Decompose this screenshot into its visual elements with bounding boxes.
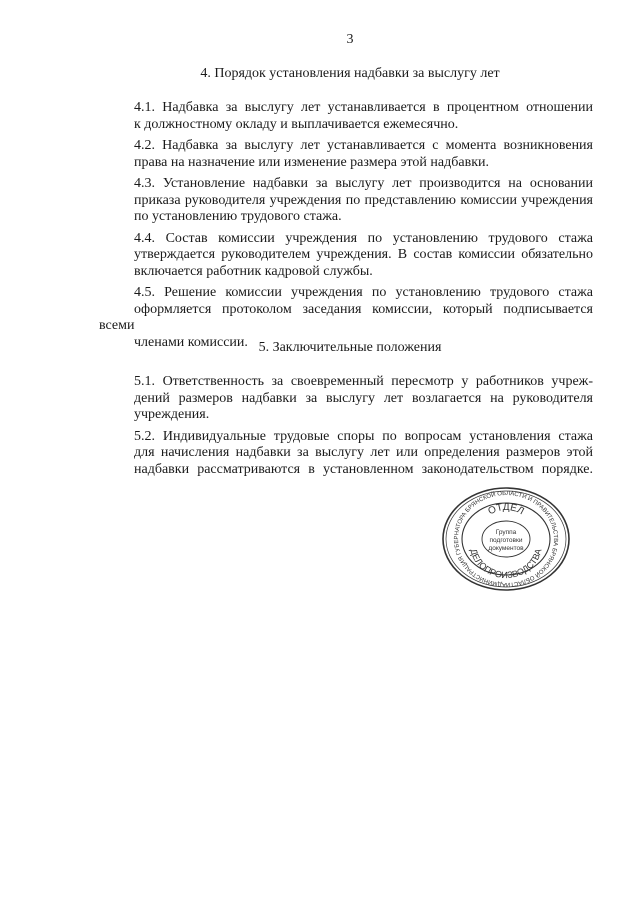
paragraph-line: права на назначение или изменение размера этой надбавки. xyxy=(134,154,489,170)
paragraph-line: к должностному окладу и выплачивается ежемесячно. xyxy=(134,116,459,132)
paragraph-5-2 xyxy=(99,429,593,479)
paragraph-line: членами комиссии. xyxy=(134,334,248,350)
section-4-body xyxy=(99,100,593,356)
section-4-heading: 4. Порядок установления надбавки за выслугу лет xyxy=(200,66,500,81)
paragraph-line: оформляется протоколом заседания комиссии, который подписывается всеми xyxy=(99,301,593,333)
stamp-ring-text: АДМИНИСТРАЦИЯ ГУБЕРНАТОРА БРЯНСКОЙ ОБЛАСТИ И ПРАВИТЕЛЬСТВА БРЯНСКОЙ ОБЛАСТИ xyxy=(453,490,559,588)
paragraph-line: для начисления надбавки за выслугу лет или определения размеров этой xyxy=(134,445,593,460)
stamp-inner-line: Группа xyxy=(495,529,517,536)
paragraph-line: 5.1. Ответственность за своевременный пересмотр у работников учреж- xyxy=(134,374,593,389)
official-stamp xyxy=(440,486,572,594)
stamp-inner-line: документов xyxy=(488,545,524,552)
paragraph-4-1 xyxy=(99,100,593,133)
paragraph-line: 4.2. Надбавка за выслугу лет устанавливается с момента возникновения xyxy=(134,138,593,153)
paragraph-4-3 xyxy=(99,176,593,226)
paragraph-line: утверждается руководителем учреждения. В состав комиссии обязательно xyxy=(134,247,593,262)
paragraph-line: 4.5. Решение комиссии учреждения по установлению трудового стажа xyxy=(134,285,593,300)
paragraph-line: приказа руководителя учреждения по представлению комиссии учреждения xyxy=(134,192,593,208)
paragraph-line: 4.1. Надбавка за выслугу лет устанавливается в процентном отношении xyxy=(134,100,593,115)
paragraph-5-1 xyxy=(99,374,593,424)
paragraph-4-2 xyxy=(99,138,593,171)
paragraph-line: включается работник кадровой службы. xyxy=(134,263,373,279)
paragraph-line: по установлению трудового стажа. xyxy=(134,209,342,224)
paragraph-line: 4.4. Состав комиссии учреждения по установлению трудового стажа xyxy=(134,230,593,246)
section-5-heading: 5. Заключительные положения xyxy=(258,340,442,355)
paragraph-line: дений размеров надбавки за выслугу лет возлагается на руководителя xyxy=(134,390,593,406)
paragraph-4-4 xyxy=(99,231,593,281)
page-number: 3 xyxy=(346,32,354,47)
paragraph-line: надбавки рассматриваются в установленном законодательством порядке. xyxy=(134,461,593,477)
stamp-top-word: ОТДЕЛ xyxy=(486,501,526,518)
paragraph-line: 4.3. Установление надбавки за выслугу лет производится на основании xyxy=(134,176,593,191)
paragraph-line: 5.2. Индивидуальные трудовые споры по вопросам установления стажа xyxy=(134,428,593,444)
stamp-inner-line: подготовки xyxy=(489,537,523,544)
section-5-body xyxy=(99,374,593,483)
stamp-bottom-word: ДЕЛОПРОИЗВОДСТВА xyxy=(468,547,544,581)
paragraph-line: учреждения. xyxy=(134,407,210,422)
